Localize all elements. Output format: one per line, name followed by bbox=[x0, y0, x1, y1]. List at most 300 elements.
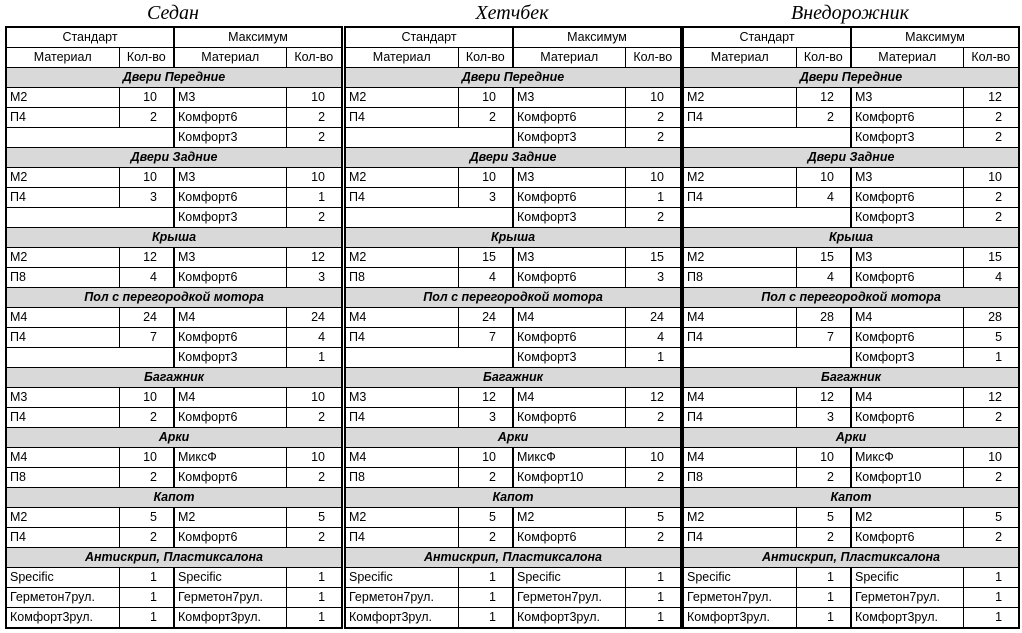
maximum-material-cell: М4 bbox=[851, 308, 963, 328]
section-row bbox=[683, 148, 1019, 168]
section-row bbox=[345, 148, 681, 168]
empty-cell bbox=[345, 128, 513, 148]
standard-qty-cell: 3 bbox=[119, 188, 174, 208]
table-row bbox=[6, 188, 342, 208]
standard-material-cell: М2 bbox=[345, 508, 458, 528]
maximum-qty-cell: 5 bbox=[963, 328, 1019, 348]
standard-qty-cell: 5 bbox=[458, 508, 513, 528]
maximum-material-cell: М3 bbox=[174, 168, 286, 188]
section-row bbox=[6, 428, 342, 448]
maximum-qty-cell: 2 bbox=[963, 468, 1019, 488]
table-row bbox=[683, 208, 1019, 228]
standard-qty-cell: 7 bbox=[119, 328, 174, 348]
table-row bbox=[6, 168, 342, 188]
standard-qty-cell: 24 bbox=[458, 308, 513, 328]
maximum-qty-cell: 2 bbox=[625, 468, 681, 488]
standard-qty-cell: 2 bbox=[796, 528, 851, 548]
maximum-qty-cell: 10 bbox=[286, 388, 342, 408]
maximum-qty-cell: 10 bbox=[625, 168, 681, 188]
standard-material-cell: М4 bbox=[683, 448, 796, 468]
standard-material-cell: П4 bbox=[683, 108, 796, 128]
maximum-qty-cell: 10 bbox=[286, 88, 342, 108]
table-row bbox=[683, 528, 1019, 548]
standard-qty-cell: 10 bbox=[458, 168, 513, 188]
standard-material-cell: П4 bbox=[6, 328, 119, 348]
standard-material-cell: П4 bbox=[345, 528, 458, 548]
maximum-header: Максимум bbox=[851, 27, 1019, 48]
material-header: Материал bbox=[683, 48, 796, 68]
standard-material-cell: П4 bbox=[6, 188, 119, 208]
maximum-qty-cell: 15 bbox=[963, 248, 1019, 268]
table-row bbox=[6, 508, 342, 528]
standard-qty-cell: 4 bbox=[796, 268, 851, 288]
maximum-qty-cell: 2 bbox=[286, 468, 342, 488]
empty-cell bbox=[6, 208, 174, 228]
empty-cell bbox=[683, 348, 851, 368]
materials-table bbox=[344, 26, 682, 629]
standard-qty-cell: 5 bbox=[796, 508, 851, 528]
section-row bbox=[683, 548, 1019, 568]
maximum-qty-cell: 1 bbox=[963, 608, 1019, 629]
standard-material-cell: М3 bbox=[345, 388, 458, 408]
maximum-material-cell: М4 bbox=[851, 388, 963, 408]
standard-material-cell: П4 bbox=[683, 408, 796, 428]
subheader-row bbox=[345, 48, 681, 68]
maximum-qty-cell: 1 bbox=[625, 608, 681, 629]
section-title: Двери Задние bbox=[345, 148, 681, 168]
standard-material-cell: М3 bbox=[6, 388, 119, 408]
maximum-qty-cell: 2 bbox=[286, 528, 342, 548]
header-row bbox=[6, 27, 342, 48]
standard-material-cell: Specific bbox=[345, 568, 458, 588]
subheader-row bbox=[683, 48, 1019, 68]
maximum-material-cell: Комфорт6 bbox=[174, 188, 286, 208]
section-row bbox=[6, 68, 342, 88]
maximum-material-cell: М3 bbox=[851, 88, 963, 108]
standard-qty-cell: 10 bbox=[119, 88, 174, 108]
maximum-qty-cell: 2 bbox=[963, 208, 1019, 228]
maximum-qty-cell: 12 bbox=[963, 388, 1019, 408]
table-row bbox=[6, 88, 342, 108]
section-title: Пол с перегородкой мотора bbox=[345, 288, 681, 308]
maximum-qty-cell: 4 bbox=[625, 328, 681, 348]
table-row bbox=[345, 128, 681, 148]
standard-qty-cell: 2 bbox=[458, 528, 513, 548]
car-block bbox=[682, 0, 1018, 629]
maximum-material-cell: МиксФ bbox=[851, 448, 963, 468]
section-row bbox=[345, 68, 681, 88]
maximum-qty-cell: 15 bbox=[625, 248, 681, 268]
maximum-qty-cell: 10 bbox=[963, 168, 1019, 188]
qty-header: Кол-во bbox=[625, 48, 681, 68]
standard-qty-cell: 24 bbox=[119, 308, 174, 328]
maximum-material-cell: М2 bbox=[174, 508, 286, 528]
section-row bbox=[6, 288, 342, 308]
section-row bbox=[6, 488, 342, 508]
section-row bbox=[345, 368, 681, 388]
standard-qty-cell: 2 bbox=[796, 468, 851, 488]
empty-cell bbox=[683, 128, 851, 148]
maximum-qty-cell: 1 bbox=[625, 588, 681, 608]
table-row bbox=[683, 308, 1019, 328]
table-row bbox=[683, 168, 1019, 188]
maximum-material-cell: Комфорт6 bbox=[174, 408, 286, 428]
maximum-material-cell: Комфорт6 bbox=[513, 268, 625, 288]
standard-material-cell: Герметон7рул. bbox=[6, 588, 119, 608]
qty-header: Кол-во bbox=[119, 48, 174, 68]
maximum-material-cell: М3 bbox=[174, 248, 286, 268]
standard-material-cell: М2 bbox=[683, 508, 796, 528]
table-row bbox=[683, 388, 1019, 408]
table-row bbox=[345, 588, 681, 608]
maximum-material-cell: Комфорт3рул. bbox=[513, 608, 625, 629]
table-row bbox=[345, 168, 681, 188]
maximum-material-cell: Комфорт6 bbox=[513, 408, 625, 428]
standard-material-cell: М2 bbox=[6, 508, 119, 528]
standard-material-cell: П4 bbox=[6, 408, 119, 428]
standard-qty-cell: 4 bbox=[796, 188, 851, 208]
section-row bbox=[683, 68, 1019, 88]
car-title: Внедорожник bbox=[790, 2, 910, 24]
maximum-qty-cell: 5 bbox=[625, 508, 681, 528]
section-row bbox=[6, 368, 342, 388]
header-row bbox=[345, 27, 681, 48]
maximum-material-cell: М2 bbox=[851, 508, 963, 528]
maximum-qty-cell: 3 bbox=[286, 268, 342, 288]
section-row bbox=[345, 288, 681, 308]
maximum-qty-cell: 1 bbox=[963, 568, 1019, 588]
maximum-material-cell: Комфорт3 bbox=[174, 208, 286, 228]
section-row bbox=[6, 148, 342, 168]
maximum-material-cell: Герметон7рул. bbox=[174, 588, 286, 608]
maximum-material-cell: Комфорт3рул. bbox=[174, 608, 286, 629]
qty-header: Кол-во bbox=[286, 48, 342, 68]
maximum-material-cell: М4 bbox=[513, 308, 625, 328]
header-row bbox=[683, 27, 1019, 48]
maximum-material-cell: М2 bbox=[513, 508, 625, 528]
material-header: Материал bbox=[513, 48, 625, 68]
standard-material-cell: М4 bbox=[345, 308, 458, 328]
section-title: Антискрип, Пластиксалона bbox=[6, 548, 342, 568]
standard-material-cell: П4 bbox=[345, 408, 458, 428]
standard-material-cell: Комфорт3рул. bbox=[345, 608, 458, 629]
section-row bbox=[683, 428, 1019, 448]
table-row bbox=[6, 448, 342, 468]
maximum-qty-cell: 10 bbox=[625, 448, 681, 468]
table-row bbox=[6, 128, 342, 148]
standard-qty-cell: 1 bbox=[796, 588, 851, 608]
standard-qty-cell: 10 bbox=[796, 448, 851, 468]
section-title: Крыша bbox=[6, 228, 342, 248]
table-row bbox=[6, 588, 342, 608]
maximum-material-cell: Комфорт3 bbox=[851, 348, 963, 368]
section-row bbox=[345, 428, 681, 448]
maximum-qty-cell: 4 bbox=[286, 328, 342, 348]
table-row bbox=[345, 248, 681, 268]
standard-qty-cell: 10 bbox=[119, 448, 174, 468]
standard-material-cell: М4 bbox=[6, 448, 119, 468]
maximum-qty-cell: 1 bbox=[286, 568, 342, 588]
standard-qty-cell: 10 bbox=[796, 168, 851, 188]
maximum-material-cell: Комфорт10 bbox=[513, 468, 625, 488]
maximum-material-cell: Комфорт6 bbox=[513, 108, 625, 128]
maximum-material-cell: Комфорт3 bbox=[513, 208, 625, 228]
section-title: Арки bbox=[345, 428, 681, 448]
section-row bbox=[345, 228, 681, 248]
section-title: Арки bbox=[6, 428, 342, 448]
standard-material-cell: М4 bbox=[6, 308, 119, 328]
maximum-qty-cell: 12 bbox=[286, 248, 342, 268]
maximum-qty-cell: 4 bbox=[963, 268, 1019, 288]
section-title: Арки bbox=[683, 428, 1019, 448]
maximum-material-cell: Комфорт6 bbox=[851, 188, 963, 208]
maximum-qty-cell: 1 bbox=[963, 348, 1019, 368]
table-row bbox=[345, 448, 681, 468]
maximum-material-cell: М3 bbox=[174, 88, 286, 108]
standard-material-cell: М2 bbox=[345, 248, 458, 268]
maximum-qty-cell: 28 bbox=[963, 308, 1019, 328]
maximum-material-cell: Комфорт6 bbox=[513, 328, 625, 348]
standard-material-cell: Specific bbox=[6, 568, 119, 588]
maximum-material-cell: Комфорт6 bbox=[851, 408, 963, 428]
standard-qty-cell: 2 bbox=[119, 408, 174, 428]
section-row bbox=[345, 548, 681, 568]
maximum-qty-cell: 2 bbox=[963, 188, 1019, 208]
table-row bbox=[345, 208, 681, 228]
maximum-material-cell: Комфорт3рул. bbox=[851, 608, 963, 629]
table-row bbox=[345, 308, 681, 328]
section-title: Двери Задние bbox=[683, 148, 1019, 168]
table-row bbox=[345, 568, 681, 588]
section-title: Антискрип, Пластиксалона bbox=[683, 548, 1019, 568]
table-row bbox=[6, 608, 342, 629]
standard-header: Стандарт bbox=[6, 27, 174, 48]
table-row bbox=[683, 608, 1019, 629]
table-row bbox=[6, 248, 342, 268]
section-row bbox=[345, 488, 681, 508]
table-row bbox=[6, 568, 342, 588]
material-header: Материал bbox=[6, 48, 119, 68]
materials-table bbox=[5, 26, 343, 629]
standard-qty-cell: 2 bbox=[796, 108, 851, 128]
standard-material-cell: П4 bbox=[345, 188, 458, 208]
maximum-material-cell: Комфорт6 bbox=[174, 328, 286, 348]
table-row bbox=[683, 448, 1019, 468]
standard-material-cell: П8 bbox=[683, 268, 796, 288]
table-row bbox=[683, 468, 1019, 488]
maximum-material-cell: Комфорт6 bbox=[174, 468, 286, 488]
maximum-qty-cell: 2 bbox=[286, 208, 342, 228]
qty-header: Кол-во bbox=[963, 48, 1019, 68]
table-row bbox=[345, 188, 681, 208]
section-title: Пол с перегородкой мотора bbox=[683, 288, 1019, 308]
maximum-qty-cell: 2 bbox=[625, 128, 681, 148]
standard-qty-cell: 2 bbox=[458, 468, 513, 488]
standard-material-cell: П4 bbox=[683, 328, 796, 348]
section-title: Багажник bbox=[683, 368, 1019, 388]
standard-qty-cell: 1 bbox=[458, 608, 513, 629]
maximum-qty-cell: 2 bbox=[963, 128, 1019, 148]
materials-table bbox=[682, 26, 1020, 629]
standard-qty-cell: 12 bbox=[796, 388, 851, 408]
standard-qty-cell: 12 bbox=[119, 248, 174, 268]
standard-header: Стандарт bbox=[683, 27, 851, 48]
table-row bbox=[683, 248, 1019, 268]
standard-material-cell: Герметон7рул. bbox=[345, 588, 458, 608]
standard-qty-cell: 1 bbox=[458, 568, 513, 588]
standard-material-cell: М2 bbox=[683, 88, 796, 108]
maximum-material-cell: М3 bbox=[851, 168, 963, 188]
standard-qty-cell: 15 bbox=[796, 248, 851, 268]
material-header: Материал bbox=[851, 48, 963, 68]
maximum-material-cell: Комфорт3 bbox=[174, 348, 286, 368]
maximum-material-cell: Комфорт6 bbox=[851, 528, 963, 548]
table-row bbox=[683, 268, 1019, 288]
section-title: Крыша bbox=[683, 228, 1019, 248]
section-row bbox=[683, 228, 1019, 248]
standard-material-cell: М4 bbox=[683, 388, 796, 408]
maximum-material-cell: Комфорт3 bbox=[851, 208, 963, 228]
maximum-qty-cell: 2 bbox=[625, 108, 681, 128]
table-row bbox=[683, 568, 1019, 588]
standard-material-cell: Герметон7рул. bbox=[683, 588, 796, 608]
standard-qty-cell: 2 bbox=[458, 108, 513, 128]
section-title: Двери Передние bbox=[345, 68, 681, 88]
table-row bbox=[683, 88, 1019, 108]
maximum-material-cell: М4 bbox=[174, 388, 286, 408]
table-row bbox=[6, 308, 342, 328]
maximum-qty-cell: 10 bbox=[286, 448, 342, 468]
car-block bbox=[5, 0, 341, 629]
standard-header: Стандарт bbox=[345, 27, 513, 48]
material-header: Материал bbox=[174, 48, 286, 68]
maximum-material-cell: Комфорт6 bbox=[174, 108, 286, 128]
standard-qty-cell: 1 bbox=[796, 608, 851, 629]
maximum-material-cell: Комфорт6 bbox=[851, 328, 963, 348]
standard-qty-cell: 10 bbox=[119, 168, 174, 188]
standard-qty-cell: 3 bbox=[458, 188, 513, 208]
standard-qty-cell: 1 bbox=[119, 608, 174, 629]
table-row bbox=[6, 268, 342, 288]
maximum-qty-cell: 3 bbox=[625, 268, 681, 288]
section-title: Двери Передние bbox=[683, 68, 1019, 88]
standard-material-cell: Комфорт3рул. bbox=[683, 608, 796, 629]
maximum-qty-cell: 2 bbox=[286, 408, 342, 428]
standard-material-cell: П4 bbox=[6, 108, 119, 128]
section-title: Антискрип, Пластиксалона bbox=[345, 548, 681, 568]
table-row bbox=[683, 508, 1019, 528]
maximum-header: Максимум bbox=[174, 27, 342, 48]
standard-material-cell: Specific bbox=[683, 568, 796, 588]
section-title: Пол с перегородкой мотора bbox=[6, 288, 342, 308]
table-row bbox=[6, 108, 342, 128]
table-row bbox=[6, 328, 342, 348]
car-block bbox=[344, 0, 680, 629]
maximum-qty-cell: 1 bbox=[625, 348, 681, 368]
section-title: Двери Передние bbox=[6, 68, 342, 88]
table-row bbox=[345, 108, 681, 128]
maximum-qty-cell: 2 bbox=[963, 108, 1019, 128]
standard-qty-cell: 12 bbox=[458, 388, 513, 408]
maximum-qty-cell: 2 bbox=[963, 408, 1019, 428]
maximum-material-cell: Комфорт6 bbox=[851, 108, 963, 128]
section-title: Двери Задние bbox=[6, 148, 342, 168]
table-row bbox=[345, 348, 681, 368]
maximum-material-cell: Комфорт6 bbox=[174, 528, 286, 548]
table-row bbox=[345, 388, 681, 408]
maximum-material-cell: Герметон7рул. bbox=[851, 588, 963, 608]
table-row bbox=[683, 188, 1019, 208]
section-row bbox=[6, 548, 342, 568]
standard-qty-cell: 7 bbox=[458, 328, 513, 348]
table-row bbox=[6, 528, 342, 548]
material-header: Материал bbox=[345, 48, 458, 68]
maximum-qty-cell: 24 bbox=[625, 308, 681, 328]
maximum-material-cell: Герметон7рул. bbox=[513, 588, 625, 608]
maximum-qty-cell: 1 bbox=[286, 188, 342, 208]
table-row bbox=[345, 268, 681, 288]
maximum-material-cell: Specific bbox=[851, 568, 963, 588]
standard-material-cell: П4 bbox=[6, 528, 119, 548]
standard-material-cell: М2 bbox=[6, 168, 119, 188]
maximum-material-cell: Комфорт6 bbox=[851, 268, 963, 288]
standard-material-cell: М2 bbox=[6, 248, 119, 268]
section-row bbox=[6, 228, 342, 248]
standard-qty-cell: 7 bbox=[796, 328, 851, 348]
standard-qty-cell: 4 bbox=[119, 268, 174, 288]
maximum-material-cell: М3 bbox=[513, 88, 625, 108]
maximum-qty-cell: 12 bbox=[625, 388, 681, 408]
standard-qty-cell: 10 bbox=[458, 88, 513, 108]
subheader-row bbox=[6, 48, 342, 68]
standard-qty-cell: 3 bbox=[458, 408, 513, 428]
maximum-qty-cell: 2 bbox=[286, 108, 342, 128]
maximum-material-cell: Комфорт3 bbox=[513, 348, 625, 368]
maximum-material-cell: Комфорт3 bbox=[851, 128, 963, 148]
maximum-material-cell: Specific bbox=[513, 568, 625, 588]
standard-material-cell: П4 bbox=[345, 108, 458, 128]
standard-qty-cell: 3 bbox=[796, 408, 851, 428]
table-row bbox=[683, 408, 1019, 428]
maximum-material-cell: Комфорт3 bbox=[513, 128, 625, 148]
car-title: Седан bbox=[147, 2, 199, 24]
standard-material-cell: П8 bbox=[345, 268, 458, 288]
table-row bbox=[345, 508, 681, 528]
standard-material-cell: П4 bbox=[345, 328, 458, 348]
standard-material-cell: М2 bbox=[6, 88, 119, 108]
maximum-material-cell: М3 bbox=[851, 248, 963, 268]
maximum-qty-cell: 1 bbox=[286, 588, 342, 608]
empty-cell bbox=[345, 208, 513, 228]
table-row bbox=[6, 348, 342, 368]
standard-material-cell: П4 bbox=[683, 188, 796, 208]
standard-material-cell: П8 bbox=[683, 468, 796, 488]
maximum-material-cell: Комфорт3 bbox=[174, 128, 286, 148]
maximum-material-cell: М4 bbox=[174, 308, 286, 328]
table-row bbox=[345, 608, 681, 629]
standard-material-cell: П8 bbox=[345, 468, 458, 488]
standard-material-cell: Комфорт3рул. bbox=[6, 608, 119, 629]
standard-qty-cell: 2 bbox=[119, 468, 174, 488]
standard-material-cell: П4 bbox=[683, 528, 796, 548]
section-row bbox=[683, 368, 1019, 388]
maximum-qty-cell: 10 bbox=[963, 448, 1019, 468]
maximum-material-cell: Specific bbox=[174, 568, 286, 588]
table-row bbox=[345, 328, 681, 348]
standard-qty-cell: 12 bbox=[796, 88, 851, 108]
qty-header: Кол-во bbox=[796, 48, 851, 68]
maximum-qty-cell: 2 bbox=[625, 208, 681, 228]
